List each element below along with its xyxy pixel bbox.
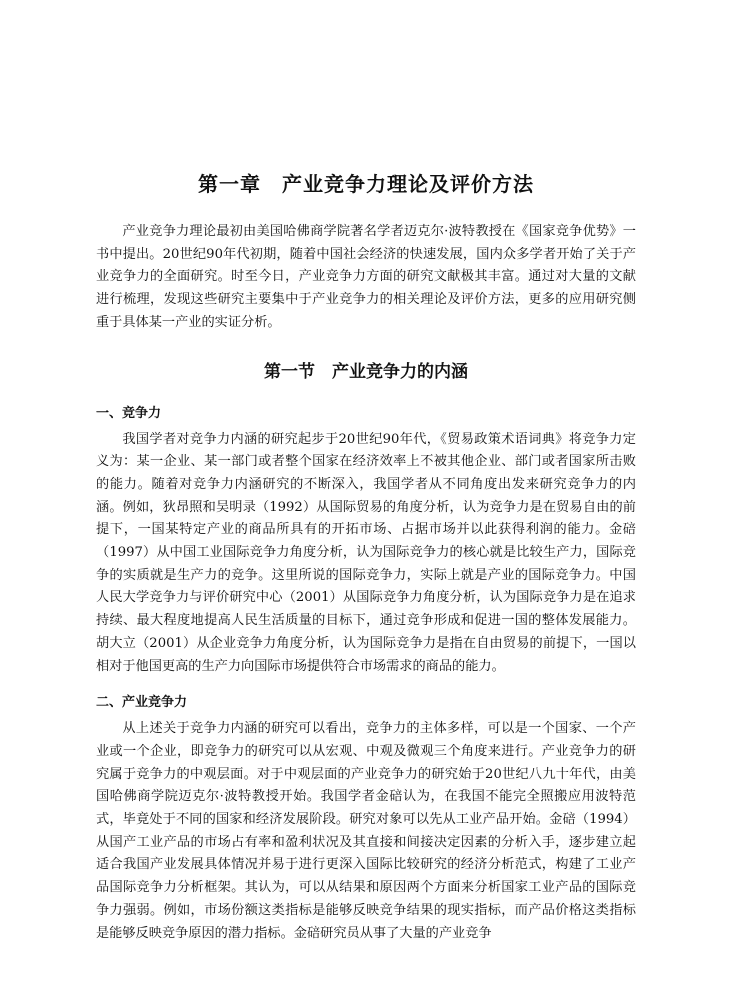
chapter-title: 第一章 产业竞争力理论及评价方法 [198, 172, 534, 196]
subsection-body-industry-competitiveness: 从上述关于竞争力内涵的研究可以看出，竞争力的主体多样，可以是一个国家、一个产业或一个企业，即竞争力的研究可以从宏观、中观及微观三个角度来进行。产业竞争力的研究属于竞争力的中观层面。对于中观层面的产业竞争力的研究始于20世纪八九十年代，由美国哈佛商学院迈克尔·波特教授开始。我国学者金碚认为，在我国不能完全照搬应用波特范式，毕竟处于不同的国家和经济发展阶段。研究对象可以先从工业产品开始。金碚（1994）从国产工业产品的市场占有率和盈利状况及其直接和间接决定因素的分析入手，逐步建立起适合我国产业发展具体情况并易于进行更深入国际比较研究的经济分析范式，构建了工业产品国际竞争力分析框架。其认为，可以从结果和原因两个方面来分析国家工业产品的国际竞争力强弱。例如，市场份额这类指标是能够反映竞争结果的现实指标，而产品价格这类指标是能够反映竞争原因的潜力指标。金碚研究员从事了大量的产业竞争 [96, 721, 636, 941]
subsection-heading-industry-competitiveness: 二、产业竞争力 [96, 695, 188, 711]
document-page [96, 170, 636, 945]
section-title: 第一节 产业竞争力的内涵 [264, 361, 468, 382]
chapter-intro-paragraph: 产业竞争力理论最初由美国哈佛商学院著名学者迈克尔·波特教授在《国家竞争优势》一书中提出。20世纪90年代初期，随着中国社会经济的快速发展，国内众多学者开始了关于产业竞争力的全面研究。时至今日，产业竞争力方面的研究文献极其丰富。通过对大量的文献进行梳理，发现这些研究主要集中于产业竞争力的相关理论及评价方法，更多的应用研究侧重于具体某一产业的实证分析。 [96, 224, 636, 330]
subsection-body-competitiveness: 我国学者对竞争力内涵的研究起步于20世纪90年代，《贸易政策术语词典》将竞争力定义为：某一企业、某一部门或者整个国家在经济效率上不被其他企业、部门或者国家所击败的能力。随着对竞争力内涵研究的不断深入，我国学者从不同角度出发来研究竞争力的内涵。例如，狄昂照和吴明录（1992）从国际贸易的角度分析，认为竞争力是在贸易自由的前提下，一国某特定产业的商品所具有的开拓市场、占据市场并以此获得利润的能力。金碚（1997）从中国工业国际竞争力角度分析，认为国际竞争力的核心就是比较生产力，国际竞争的实质就是生产力的竞争。这里所说的国际竞争力，实际上就是产业的国际竞争力。中国人民大学竞争力与评价研究中心（2001）从国际竞争力角度分析，认为国际竞争力是在追求持续、最大程度地提高人民生活质量的目标下，通过竞争形成和促进一国的整体发展能力。胡大立（2001）从企业竞争力角度分析，认为国际竞争力是指在自由贸易的前提下，一国以相对于他国更高的生产力向国际市场提供符合市场需求的商品的能力。 [96, 431, 636, 674]
subsection-heading-competitiveness: 一、竞争力 [96, 405, 162, 421]
